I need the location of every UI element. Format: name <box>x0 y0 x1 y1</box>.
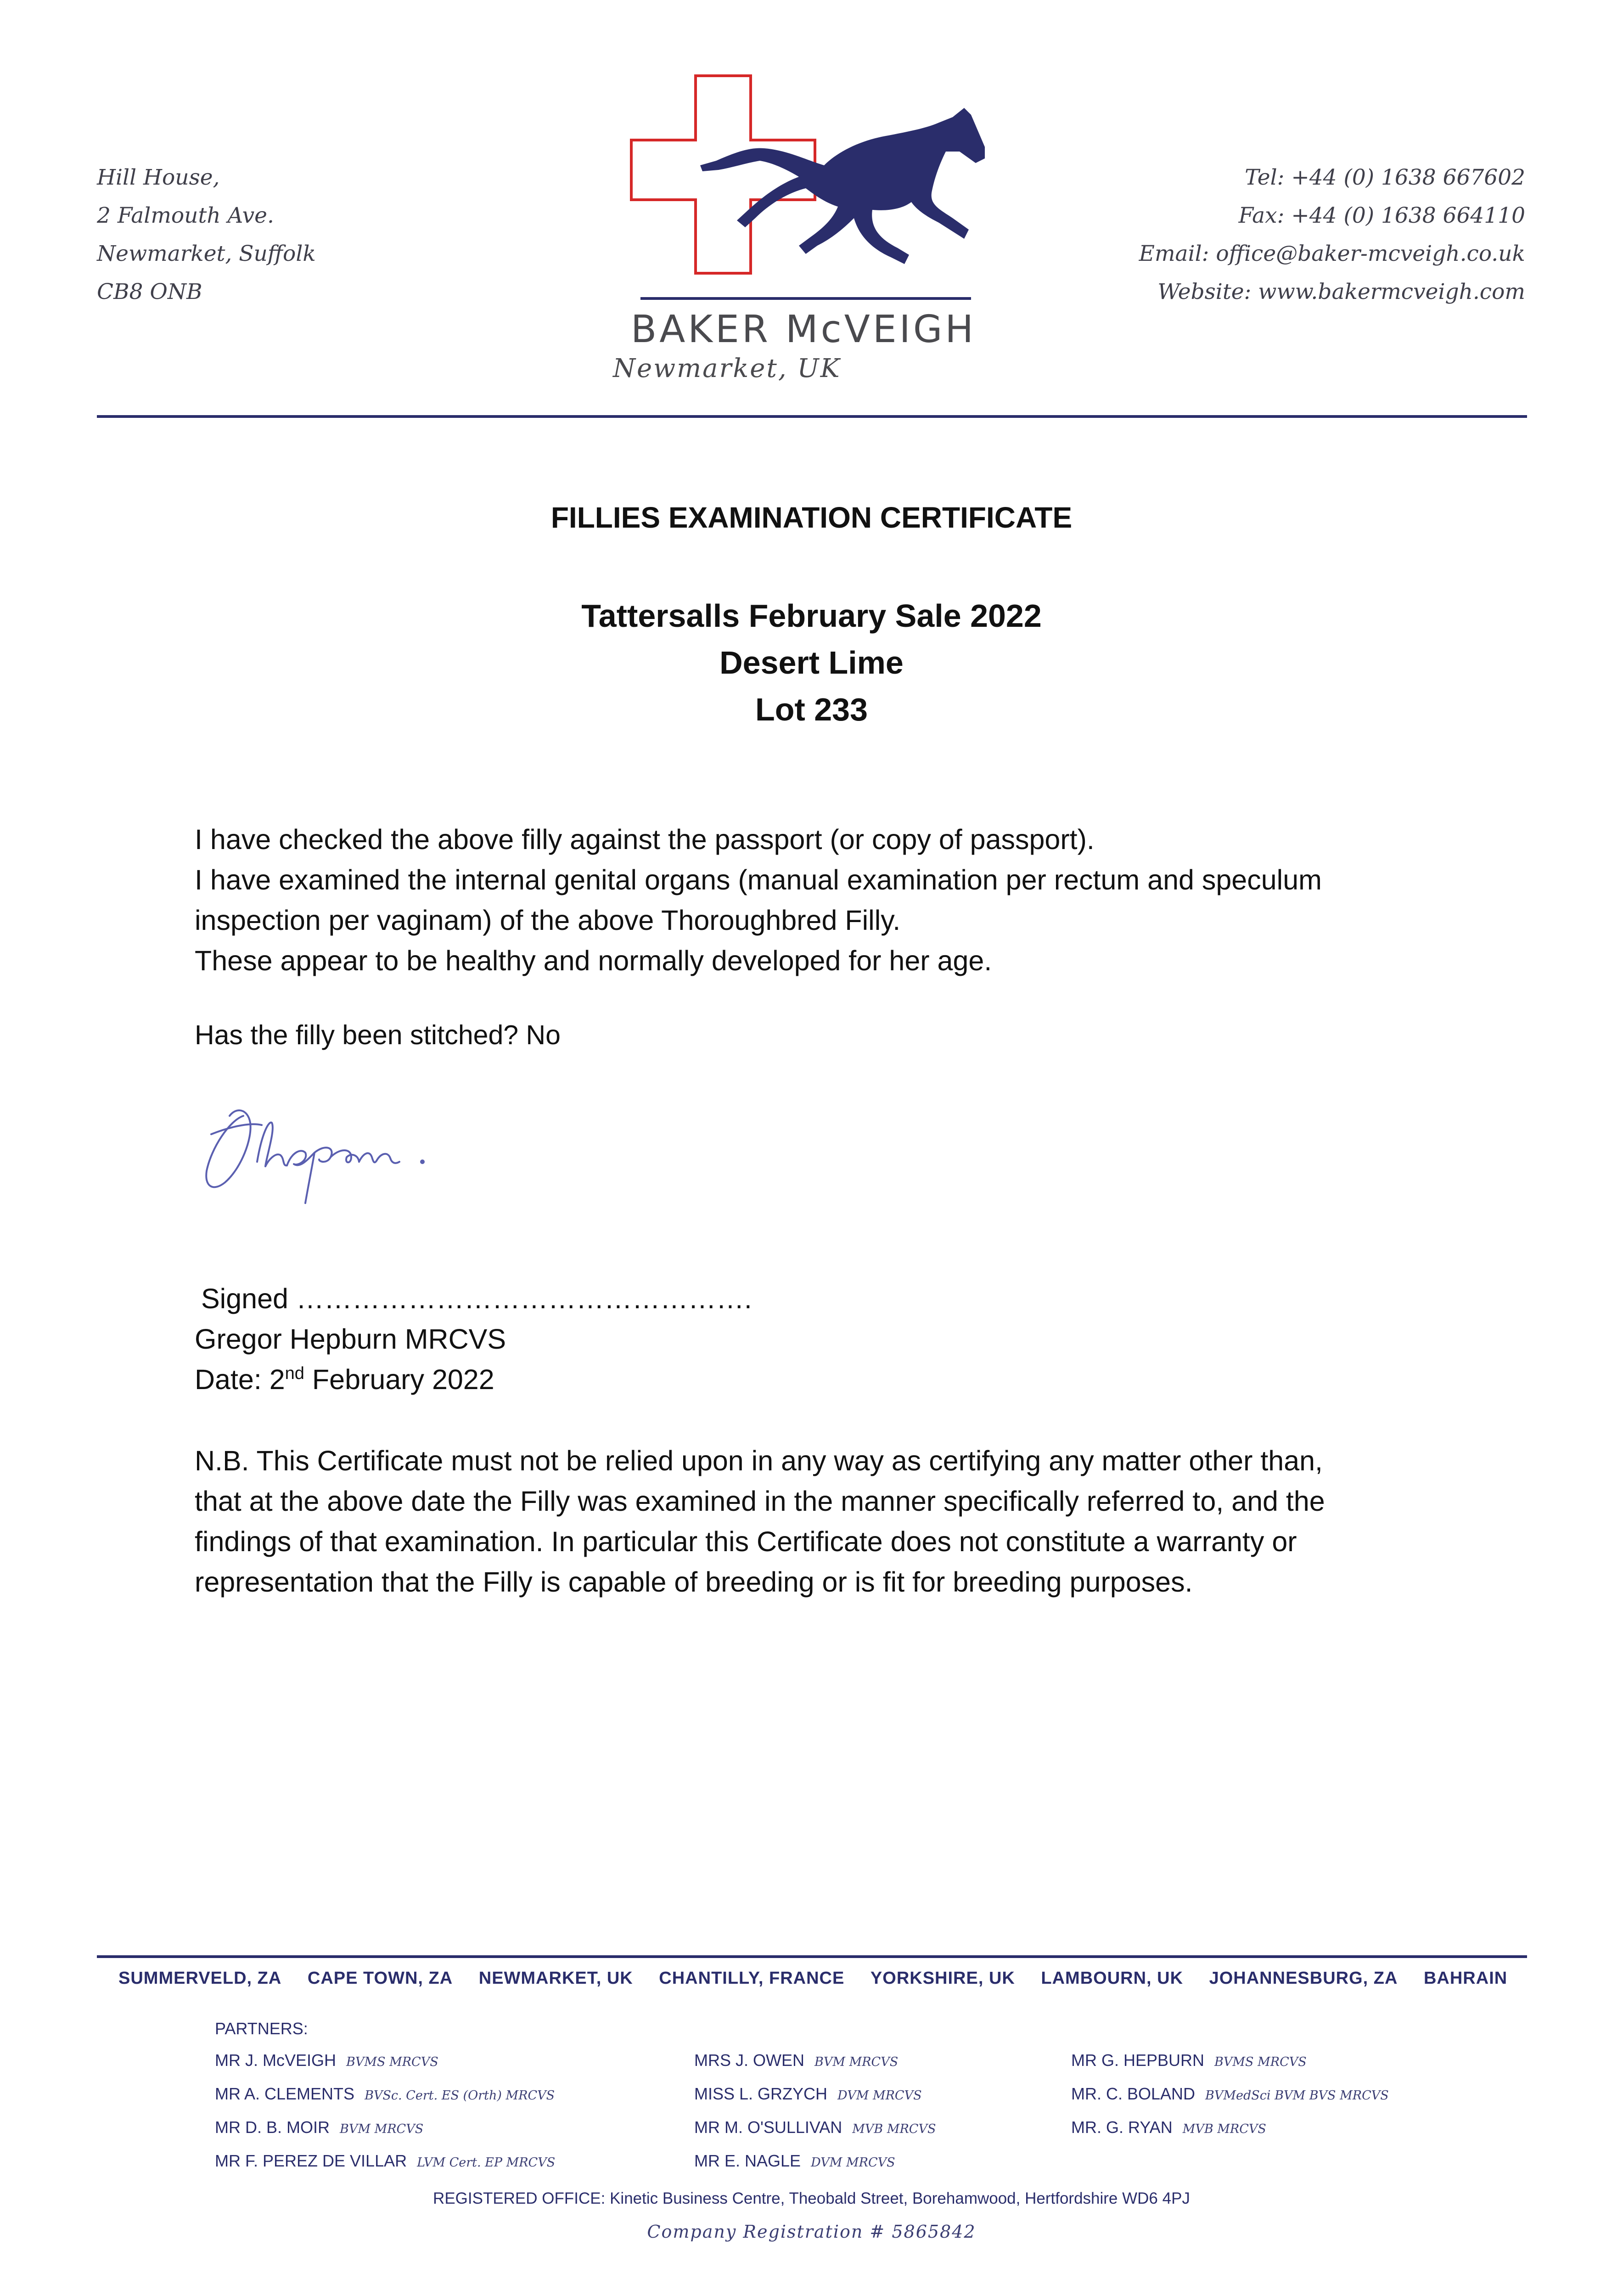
partner-name: MR. C. BOLAND <box>1071 2084 1196 2103</box>
partner-entry <box>694 2044 936 2078</box>
disclaimer-line: N.B. This Certificate must not be relied upon in any way as certifying any matter other than, <box>195 1445 1323 1476</box>
partner-entry <box>215 2044 555 2078</box>
partner-entry <box>1071 2044 1389 2078</box>
horse-name: Desert Lime <box>719 645 904 681</box>
partner-qualification: MVB MRCVS <box>852 2122 936 2136</box>
disclaimer <box>195 1441 1443 1602</box>
office-location: BAHRAIN <box>1423 1969 1508 1988</box>
disclaimer-line: that at the above date the Filly was examined in the manner specifically referred to, and the <box>195 1486 1325 1517</box>
partner-name: MR G. HEPBURN <box>1071 2051 1205 2070</box>
partner-qualification: LVM Cert. EP MRCVS <box>417 2155 556 2170</box>
partner-entry <box>1071 2111 1389 2145</box>
address-line: Hill House, <box>97 165 220 190</box>
contact-block <box>1139 158 1525 311</box>
address-block <box>97 158 316 311</box>
partners-center-column <box>694 2044 936 2178</box>
partner-name: MISS L. GRZYCH <box>694 2084 828 2103</box>
partner-entry <box>1071 2078 1389 2111</box>
partner-name: MR D. B. MOIR <box>215 2118 330 2137</box>
partner-entry <box>694 2078 936 2111</box>
partner-qualification: BVM MRCVS <box>814 2055 899 2069</box>
signed-line: Signed …………………………………………. <box>201 1283 752 1314</box>
partner-name: MR E. NAGLE <box>694 2151 801 2170</box>
date-ordinal: nd <box>285 1364 304 1383</box>
partner-entry <box>215 2111 555 2145</box>
registered-office: REGISTERED OFFICE: Kinetic Business Centre, Theobald Street, Borehamwood, Hertfordshire WD6 4PJ <box>433 2189 1190 2207</box>
contact-website: Website: www.bakermcveigh.com <box>1157 279 1525 304</box>
office-location: NEWMARKET, UK <box>478 1969 633 1988</box>
header-divider <box>97 415 1527 418</box>
signatory-name: Gregor Hepburn MRCVS <box>195 1323 506 1355</box>
partner-entry <box>694 2111 936 2145</box>
brand-name: BAKER McVEIGH <box>630 308 977 351</box>
contact-tel: Tel: +44 (0) 1638 667602 <box>1245 165 1525 190</box>
certificate-title: FILLIES EXAMINATION CERTIFICATE <box>550 501 1073 534</box>
company-registration: Company Registration # 5865842 <box>647 2222 976 2242</box>
partners-right-column <box>1071 2044 1389 2145</box>
logo-cross-horse-icon <box>622 71 989 310</box>
partner-name: MR F. PEREZ DE VILLAR <box>215 2151 407 2170</box>
address-line: 2 Falmouth Ave. <box>97 203 274 228</box>
address-line: CB8 ONB <box>97 279 202 304</box>
office-location: JOHANNESBURG, ZA <box>1209 1969 1398 1988</box>
partner-qualification: BVMS MRCVS <box>1214 2055 1307 2069</box>
partner-name: MRS J. OWEN <box>694 2051 804 2070</box>
partner-entry <box>215 2145 555 2178</box>
partner-name: MR A. CLEMENTS <box>215 2084 355 2103</box>
office-location: YORKSHIRE, UK <box>870 1969 1015 1988</box>
sale-name: Tattersalls February Sale 2022 <box>581 598 1042 634</box>
partner-qualification: BVMedSci BVM BVS MRCVS <box>1205 2088 1389 2103</box>
date-prefix: Date: 2 <box>195 1364 285 1395</box>
partners-left-column <box>215 2013 555 2178</box>
partner-entry <box>215 2078 555 2111</box>
brand-location: Newmarket, UK <box>613 354 841 383</box>
lot-number: Lot 233 <box>755 692 868 727</box>
stitched-question: Has the filly been stitched? No <box>195 1020 561 1050</box>
partner-qualification: DVM MRCVS <box>811 2155 895 2170</box>
partner-qualification: BVMS MRCVS <box>346 2055 438 2069</box>
partners-label: PARTNERS: <box>215 2019 308 2038</box>
partner-qualification: DVM MRCVS <box>837 2088 922 2103</box>
statement-line: I have examined the internal genital organs (manual examination per rectum and speculum <box>195 864 1322 895</box>
disclaimer-line: findings of that examination. In particular this Certificate does not constitute a warranty or <box>195 1526 1297 1557</box>
partner-qualification: BVM MRCVS <box>340 2122 424 2136</box>
office-location: CAPE TOWN, ZA <box>307 1969 453 1988</box>
handwritten-signature <box>193 1079 514 1208</box>
examination-statement <box>195 819 1443 981</box>
office-location: SUMMERVELD, ZA <box>118 1969 282 1988</box>
statement-line: I have checked the above filly against the passport (or copy of passport). <box>195 824 1095 855</box>
statement-line: These appear to be healthy and normally developed for her age. <box>195 945 992 976</box>
sale-heading <box>0 592 1623 733</box>
partner-name: MR. G. RYAN <box>1071 2118 1173 2137</box>
contact-email: Email: office@baker-mcveigh.co.uk <box>1139 241 1525 266</box>
statement-line: inspection per vaginam) of the above Thoroughbred Filly. <box>195 905 901 936</box>
partner-qualification: MVB MRCVS <box>1182 2122 1266 2136</box>
disclaimer-line: representation that the Filly is capable of breeding or is fit for breeding purposes. <box>195 1566 1193 1598</box>
office-locations <box>118 1969 1507 1988</box>
partner-qualification: BVSc. Cert. ES (Orth) MRCVS <box>365 2088 555 2103</box>
office-location: CHANTILLY, FRANCE <box>659 1969 845 1988</box>
signature-date <box>195 1359 1443 1400</box>
footer-divider <box>97 1955 1527 1958</box>
signature-block <box>195 1278 1443 1400</box>
partner-name: MR J. McVEIGH <box>215 2051 337 2070</box>
partner-entry <box>694 2145 936 2178</box>
partner-name: MR M. O'SULLIVAN <box>694 2118 842 2137</box>
address-line: Newmarket, Suffolk <box>97 241 316 266</box>
contact-fax: Fax: +44 (0) 1638 664110 <box>1238 203 1525 228</box>
office-location: LAMBOURN, UK <box>1041 1969 1184 1988</box>
date-suffix: February 2022 <box>304 1364 494 1395</box>
